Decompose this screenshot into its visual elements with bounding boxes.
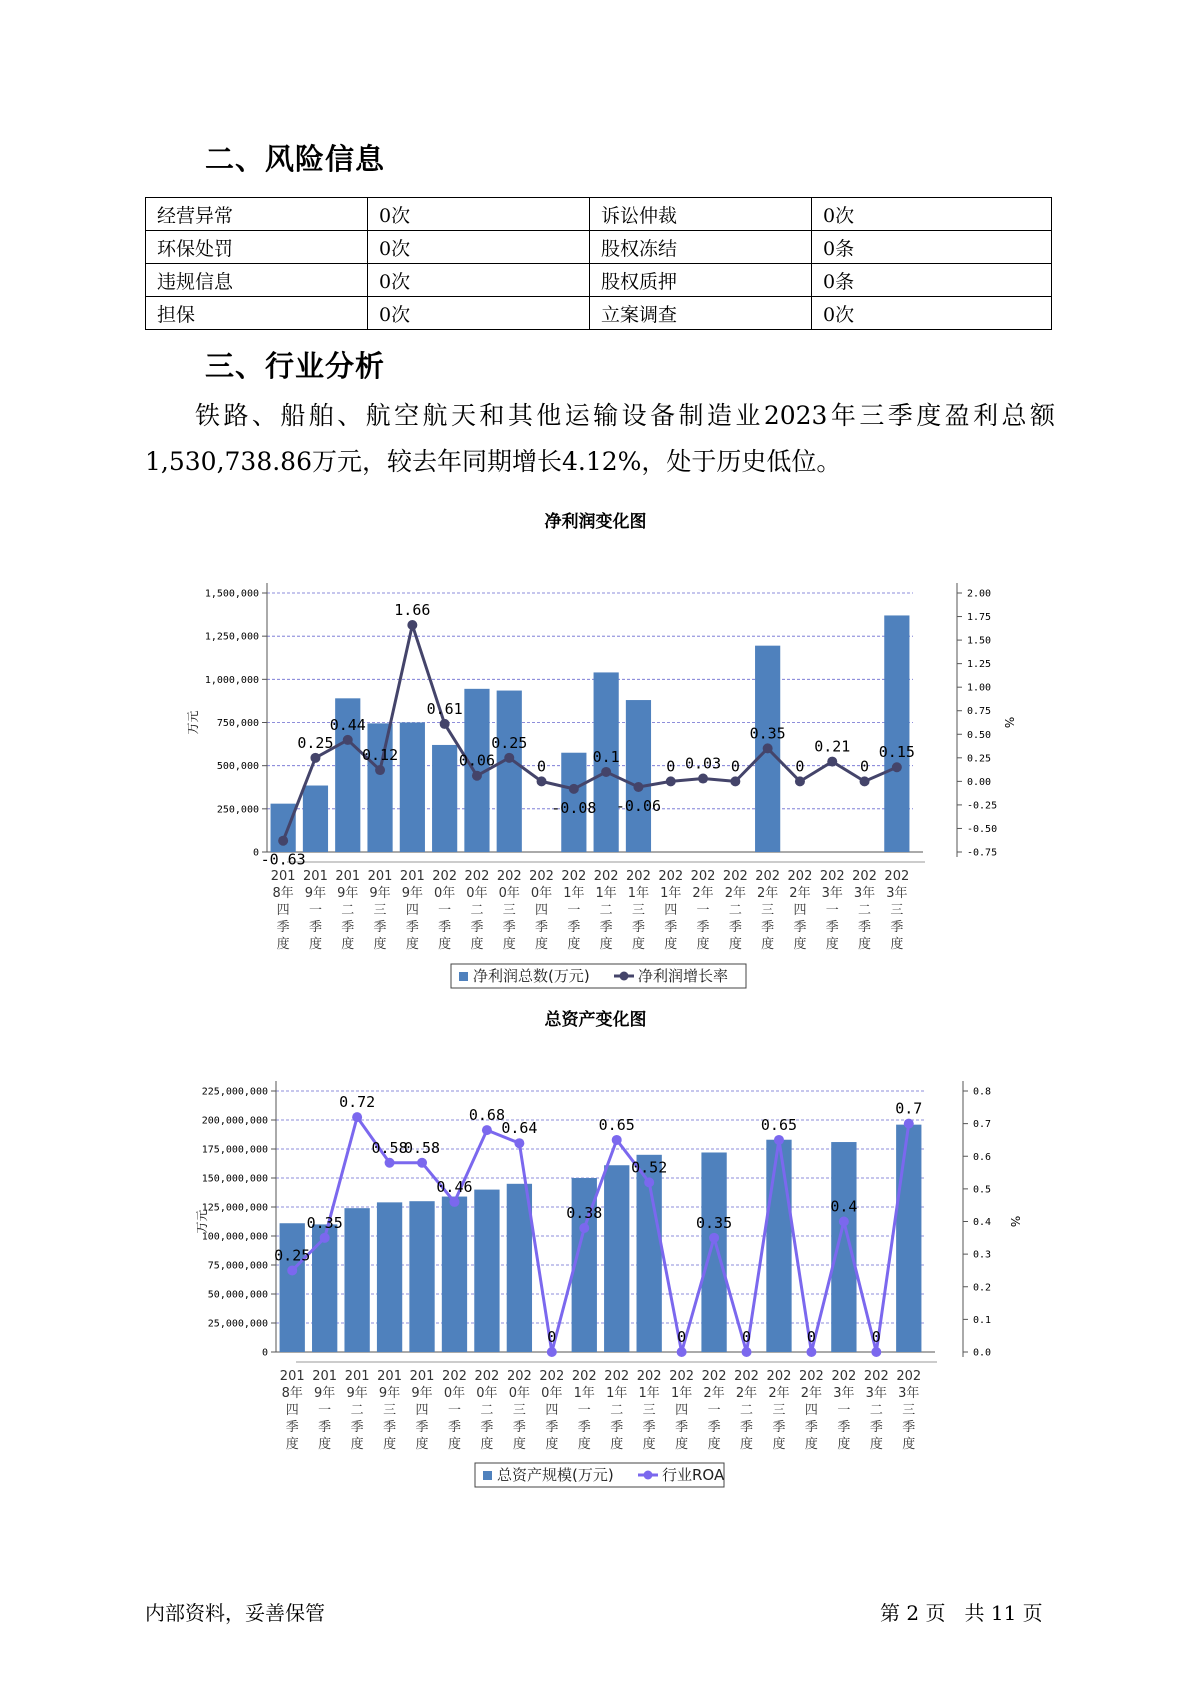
data-label: 0.06 xyxy=(458,751,496,770)
line-point xyxy=(904,1119,914,1129)
bar xyxy=(409,1201,434,1352)
data-label: 0 xyxy=(795,757,805,776)
data-label: 0.15 xyxy=(878,743,915,762)
y-tick-label: 0 xyxy=(252,847,259,859)
x-tick-label: 202 3年三季度 xyxy=(884,869,910,952)
y-tick-label: 75,000,000 xyxy=(207,1260,268,1272)
line-point xyxy=(547,1347,557,1357)
data-label: -0.06 xyxy=(615,797,662,816)
line-point xyxy=(709,1233,719,1243)
risk-label: 诉讼仲裁 xyxy=(590,198,812,231)
y-tick-label: 1,250,000 xyxy=(204,631,259,643)
line-point xyxy=(417,1158,427,1168)
data-label: 0 xyxy=(730,757,740,776)
y2-tick-label: 0.6 xyxy=(973,1151,992,1163)
bar xyxy=(377,1202,402,1352)
line-point xyxy=(385,1158,395,1168)
risk-label: 经营异常 xyxy=(146,198,368,231)
x-tick-label: 202 0年二季度 xyxy=(464,869,490,952)
data-label: -0.08 xyxy=(551,798,597,817)
data-label: 0 xyxy=(806,1328,816,1346)
y2-tick-label: 0.0 xyxy=(973,1347,992,1359)
data-label: 0.4 xyxy=(830,1197,858,1216)
data-label: 0 xyxy=(547,1328,557,1346)
bar xyxy=(766,1140,791,1352)
y-tick-label: 25,000,000 xyxy=(207,1318,268,1330)
data-label: 0.35 xyxy=(749,724,786,743)
y2-tick-label: 0.75 xyxy=(967,706,992,718)
x-tick-label: 202 2年三季度 xyxy=(766,1369,792,1452)
data-label: 0 xyxy=(537,757,547,776)
x-tick-label: 201 8年四季度 xyxy=(279,1369,305,1452)
x-tick-label: 202 2年一季度 xyxy=(701,1369,727,1452)
data-label: 0.25 xyxy=(274,1246,311,1265)
risk-label: 立案调查 xyxy=(590,297,812,330)
risk-count: 0次 xyxy=(368,231,590,264)
data-label: 0.12 xyxy=(361,746,399,765)
chart1-title: 净利润变化图 xyxy=(544,512,647,532)
bar xyxy=(474,1190,499,1352)
data-label: 0.1 xyxy=(592,747,620,766)
bar xyxy=(896,1125,921,1352)
line-point xyxy=(482,1125,492,1135)
risk-label: 担保 xyxy=(146,297,368,330)
data-label: 0 xyxy=(742,1328,752,1346)
y-tick-label: 250,000 xyxy=(216,804,259,816)
data-label: 0.68 xyxy=(468,1106,505,1125)
legend-label: 总资产规模(万元) xyxy=(497,1466,614,1484)
risk-count: 0次 xyxy=(812,297,1052,330)
legend-line-marker xyxy=(644,1471,653,1480)
line-point xyxy=(742,1347,752,1357)
x-tick-label: 202 0年三季度 xyxy=(506,1369,532,1452)
line-point xyxy=(320,1233,330,1243)
chart2-title: 总资产变化图 xyxy=(544,1010,647,1030)
y2-tick-label: -0.50 xyxy=(967,823,998,835)
x-tick-label: 202 1年二季度 xyxy=(604,1369,630,1452)
line-point xyxy=(612,1135,622,1145)
x-tick-label: 202 1年四季度 xyxy=(669,1369,695,1452)
data-label: 0.21 xyxy=(814,737,851,756)
bar xyxy=(442,1197,467,1352)
x-tick-label: 201 9年二季度 xyxy=(344,1369,370,1452)
y-tick-label: 50,000,000 xyxy=(207,1289,268,1301)
x-tick-label: 201 9年二季度 xyxy=(335,869,361,952)
data-label: 0 xyxy=(871,1328,881,1346)
data-label: -0.63 xyxy=(260,850,306,869)
line-point xyxy=(839,1217,849,1227)
y2-tick-label: 0.50 xyxy=(967,729,992,741)
y2-tick-label: 0.2 xyxy=(973,1282,992,1294)
bar xyxy=(312,1224,337,1352)
x-tick-label: 202 2年四季度 xyxy=(787,869,813,952)
data-label: 0.7 xyxy=(895,1099,923,1118)
y-tick-label: 1,500,000 xyxy=(204,588,259,600)
risk-count: 0条 xyxy=(812,264,1052,297)
x-tick-label: 202 0年四季度 xyxy=(529,869,554,952)
x-tick-label: 201 8年四季度 xyxy=(270,869,296,952)
data-label: 0.35 xyxy=(696,1213,733,1232)
x-tick-label: 202 3年二季度 xyxy=(863,1369,889,1452)
page-number: 第 2 页 共 11 页 xyxy=(880,1601,1043,1625)
data-label: 0.61 xyxy=(426,699,463,718)
x-tick-label: 201 9年一季度 xyxy=(303,869,328,952)
legend-bar-swatch xyxy=(483,1471,492,1480)
y2-tick-label: 0.5 xyxy=(973,1184,992,1196)
data-label: 0 xyxy=(677,1328,687,1346)
line-point xyxy=(871,1347,881,1357)
risk-label: 环保处罚 xyxy=(146,231,368,264)
y-tick-label: 125,000,000 xyxy=(201,1202,268,1214)
line-point xyxy=(774,1135,784,1145)
x-tick-label: 202 0年三季度 xyxy=(496,869,522,952)
risk-count: 0次 xyxy=(812,198,1052,231)
x-tick-label: 201 9年四季度 xyxy=(399,869,425,952)
x-tick-label: 202 2年四季度 xyxy=(799,1369,824,1452)
y-tick-label: 175,000,000 xyxy=(201,1144,268,1156)
bar xyxy=(701,1152,726,1352)
y2-tick-label: 1.00 xyxy=(967,682,992,694)
x-tick-label: 202 1年二季度 xyxy=(593,869,619,952)
x-tick-label: 202 2年一季度 xyxy=(690,869,716,952)
x-tick-label: 202 3年二季度 xyxy=(852,869,877,952)
data-label: 0.25 xyxy=(297,733,334,752)
data-label: 0.65 xyxy=(760,1115,798,1134)
x-tick-label: 202 1年三季度 xyxy=(626,869,651,952)
data-label: 0.35 xyxy=(306,1213,343,1232)
x-tick-label: 202 1年一季度 xyxy=(571,1369,597,1452)
data-label: 0.03 xyxy=(684,754,722,773)
risk-count: 0次 xyxy=(368,297,590,330)
x-tick-label: 202 1年三季度 xyxy=(636,1369,662,1452)
x-tick-label: 202 0年一季度 xyxy=(432,869,458,952)
y2-tick-label: 0.8 xyxy=(973,1086,992,1098)
x-tick-label: 201 9年三季度 xyxy=(377,1369,402,1452)
x-tick-label: 202 2年三季度 xyxy=(755,869,781,952)
y2-tick-label: 0.00 xyxy=(967,776,992,788)
y2-tick-label: 0.25 xyxy=(967,753,992,765)
y2-tick-label: 0.1 xyxy=(973,1314,992,1326)
line-point xyxy=(514,1138,524,1148)
y-tick-label: 500,000 xyxy=(216,761,259,773)
y-tick-label: 0 xyxy=(261,1347,268,1359)
bar xyxy=(604,1165,629,1352)
x-tick-label: 202 0年二季度 xyxy=(474,1369,500,1452)
y2-tick-label: 0.4 xyxy=(973,1217,992,1228)
bar xyxy=(280,1223,305,1352)
data-label: 0.46 xyxy=(436,1177,473,1196)
data-label: 0.58 xyxy=(371,1138,408,1157)
x-tick-label: 202 1年四季度 xyxy=(658,869,684,952)
line-point xyxy=(287,1265,297,1275)
y2-tick-label: -0.25 xyxy=(967,800,998,812)
data-label: 0 xyxy=(860,757,870,776)
risk-count: 0次 xyxy=(368,198,590,231)
bar xyxy=(831,1142,856,1352)
y2-tick-label: 0.3 xyxy=(973,1249,992,1261)
risk-label: 股权质押 xyxy=(590,264,812,297)
data-label: 0 xyxy=(666,757,676,776)
line-point xyxy=(352,1112,362,1122)
data-label: 0.38 xyxy=(566,1204,603,1223)
risk-label: 违规信息 xyxy=(146,264,368,297)
risk-count: 0条 xyxy=(812,231,1052,264)
x-tick-label: 202 0年一季度 xyxy=(442,1369,467,1452)
x-tick-label: 202 3年一季度 xyxy=(819,869,845,952)
line-point xyxy=(644,1177,654,1187)
x-tick-label: 202 3年三季度 xyxy=(896,1369,922,1452)
y2-tick-label: 1.75 xyxy=(967,612,992,624)
y-tick-label: 1,000,000 xyxy=(204,674,259,686)
y2-tick-label: 1.50 xyxy=(967,635,992,647)
y2-axis-label: % xyxy=(1002,716,1016,729)
line-point xyxy=(677,1347,687,1357)
line-point xyxy=(579,1223,589,1233)
x-tick-label: 202 1年一季度 xyxy=(561,869,587,952)
y-tick-label: 150,000,000 xyxy=(201,1173,268,1185)
y-tick-label: 225,000,000 xyxy=(201,1086,268,1098)
section-title-industry: 三、行业分析 xyxy=(205,349,386,383)
bar xyxy=(344,1208,369,1352)
data-label: 0.64 xyxy=(501,1119,538,1138)
y2-tick-label: 0.7 xyxy=(973,1119,992,1131)
legend-label: 净利润总数(万元) xyxy=(473,967,590,985)
y2-axis-label: % xyxy=(1008,1215,1022,1228)
x-tick-label: 201 9年三季度 xyxy=(367,869,393,952)
y-axis-label: 万元 xyxy=(186,710,200,735)
y-axis-label: 万元 xyxy=(195,1209,209,1234)
section-title-risk: 二、风险信息 xyxy=(205,142,386,176)
data-label: 0.25 xyxy=(491,733,528,752)
data-label: 0.58 xyxy=(403,1138,441,1157)
risk-label: 股权冻结 xyxy=(590,231,812,264)
risk-count: 0次 xyxy=(368,264,590,297)
y-tick-label: 100,000,000 xyxy=(201,1231,268,1243)
y-tick-label: 750,000 xyxy=(216,718,259,729)
data-label: 1.66 xyxy=(394,601,431,620)
line-point xyxy=(806,1347,816,1357)
x-tick-label: 201 9年一季度 xyxy=(312,1369,338,1452)
legend-label: 净利润增长率 xyxy=(638,967,729,985)
data-label: 0.72 xyxy=(339,1093,376,1112)
analysis-paragraph: 铁路、船舶、航空航天和其他运输设备制造业2023年三季度盈利总额1,530,738.86万元，较去年同期增长4.12%，处于历史低位。 xyxy=(145,401,1055,476)
x-tick-label: 202 0年四季度 xyxy=(539,1369,565,1452)
data-label: 0.52 xyxy=(631,1158,668,1177)
x-tick-label: 202 3年一季度 xyxy=(831,1369,857,1452)
x-tick-label: 202 2年二季度 xyxy=(734,1369,759,1452)
line-point xyxy=(449,1197,459,1207)
footer-left: 内部资料，妥善保管 xyxy=(145,1601,325,1625)
legend-label: 行业ROA xyxy=(662,1466,725,1484)
y2-tick-label: 1.25 xyxy=(967,659,992,671)
x-tick-label: 201 9年四季度 xyxy=(409,1369,435,1452)
y2-tick-label: 2.00 xyxy=(967,588,992,600)
y-tick-label: 200,000,000 xyxy=(201,1115,268,1127)
x-tick-label: 202 2年二季度 xyxy=(722,869,748,952)
data-label: 0.44 xyxy=(329,715,366,734)
y2-tick-label: -0.75 xyxy=(967,847,998,859)
data-label: 0.65 xyxy=(598,1115,635,1134)
